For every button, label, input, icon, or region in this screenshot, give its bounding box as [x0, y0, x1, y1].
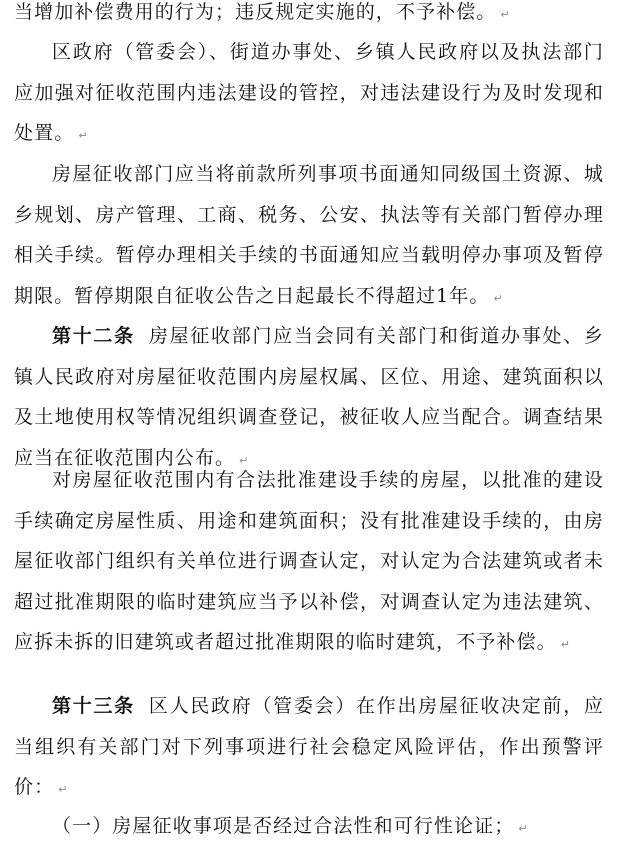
article-12-number: 第十二条: [52, 325, 135, 347]
paragraph-mark-icon: ↵: [500, 8, 510, 21]
paragraph-mark-icon: ↵: [78, 129, 88, 142]
paragraph-enforcement: 区政府（管委会）、街道办事处、乡镇人民政府以及执法部门应加强对征收范围内违法建设的管控，对违法建设行为及时发现和处置。 ↵: [14, 41, 604, 144]
paragraph-mark-icon: ↵: [560, 638, 570, 651]
article-12: 第十二条 房屋征收部门应当会同有关部门和街道办事处、乡镇人民政府对房屋征收范围内房屋权属、区位、用途、建筑面积以及土地使用权等情况组织调查登记，被征收人应当配合。调查结果应当在征收范围内公布。 ↵: [14, 325, 605, 469]
paragraph-mark-icon: ↵: [239, 453, 249, 467]
article-13: 第十三条 区人民政府（管委会）在作出房屋征收决定前，应当组织有关部门对下列事项进行社会稳定风险评估，作出预警评价： ↵: [14, 695, 605, 798]
paragraph-mark-icon: ↵: [493, 291, 503, 305]
paragraph-mark-icon: ↵: [58, 783, 68, 796]
article-13-number: 第十三条: [52, 695, 135, 717]
paragraph-building-determination: 对房屋征收范围内有合法批准建设手续的房屋，以批准的建设手续确定房屋性质、用途和建筑面积；没有批准建设手续的，由房屋征收部门组织有关单位进行调查认定，对认定为合法建筑或者未超过批准期限的临时建筑应当予以补偿，对调查认定为违法建筑、应拆未拆的旧建筑或者超过批准期限的临时建筑，不予补偿。 ↵: [14, 469, 604, 653]
list-item-1: （一）房屋征收事项是否经过合法性和可行性论证； ↵: [52, 815, 528, 837]
paragraph-continuation: 当增加补偿费用的行为；违反规定实施的，不予补偿。 ↵: [14, 1, 510, 23]
paragraph-suspension-notice: 房屋征收部门应当将前款所列事项书面通知同级国土资源、城乡规划、房产管理、工商、税务、公安、执法等有关部门暂停办理相关手续。暂停办理相关手续的书面通知应当载明停办事项及暂停期限。暂停期限自征收公告之日起最长不得超过1年。 ↵: [14, 163, 604, 307]
paragraph-mark-icon: ↵: [518, 822, 528, 835]
